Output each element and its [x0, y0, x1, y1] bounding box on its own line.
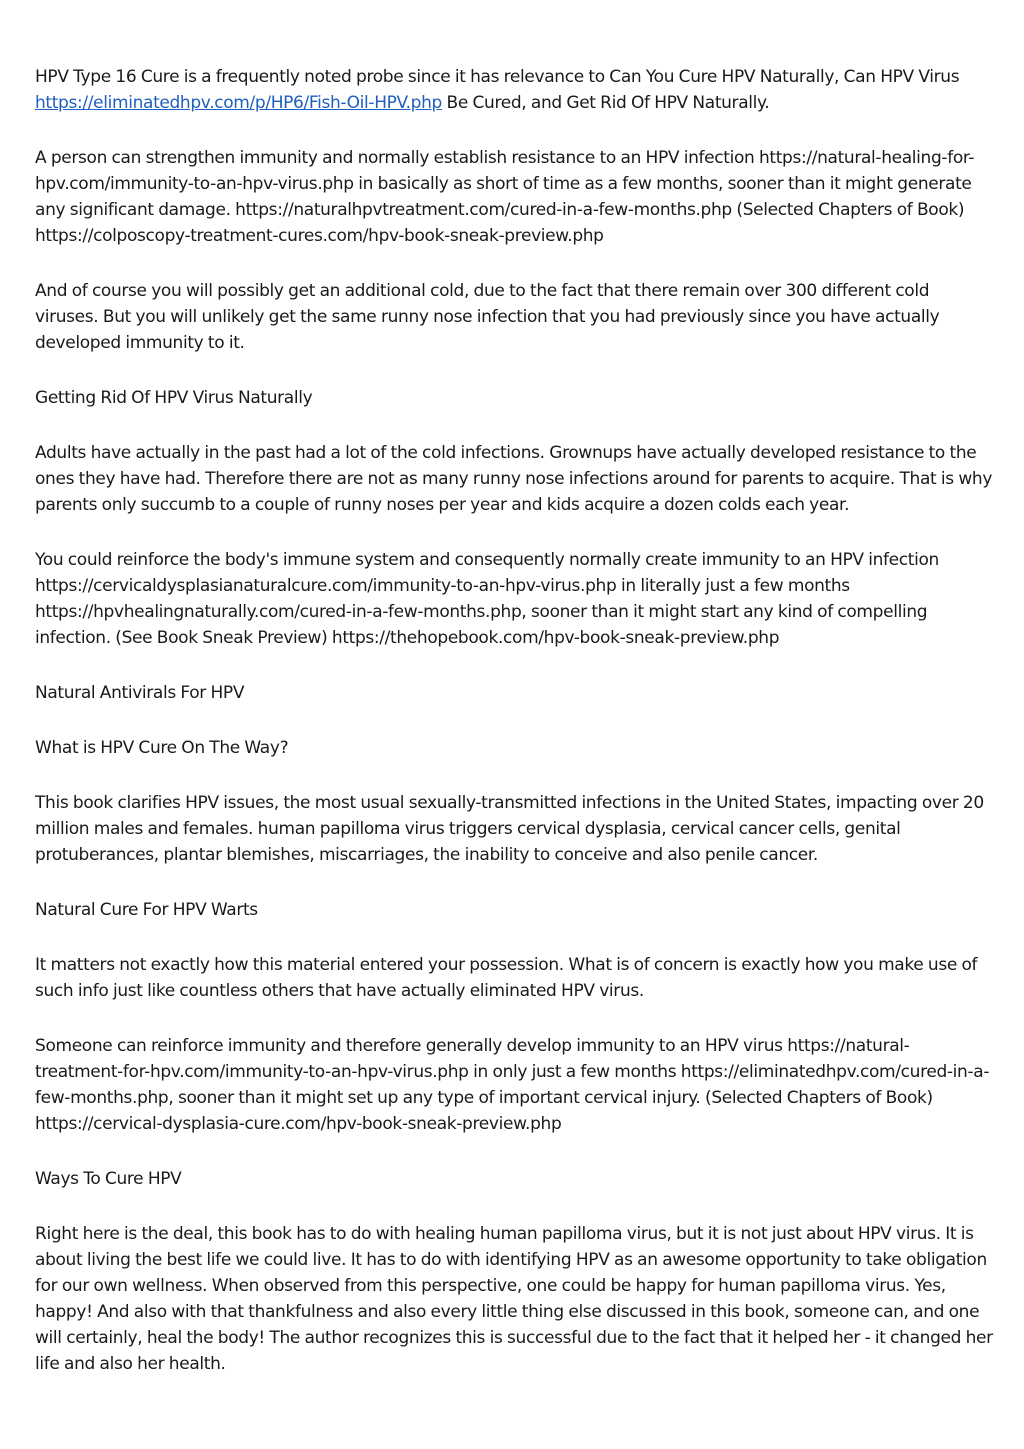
paragraph-material-possession: It matters not exactly how this material entered your possession. What is of concern is exactly how you make use of such info just like countless others that have actually eliminated HPV virus. [35, 955, 978, 1001]
paragraph-adults-colds: Adults have actually in the past had a lot of the cold infections. Grownups have actually developed resistance to the ones they have had. Therefore there are not as many runny nose infections around for parents to acquire. That is why parents only succumb to a couple of runny noses per year and kids acquire a dozen colds each year. [35, 443, 993, 515]
paragraph-intro-text-before: HPV Type 16 Cure is a frequently noted probe since it has relevance to Can You Cure HPV Naturally, Can HPV Virus [35, 67, 960, 87]
paragraph-cold-viruses: And of course you will possibly get an additional cold, due to the fact that there remain over 300 different cold viruses. But you will unlikely get the same runny nose infection that you had previously since you have actually developed immunity to it. [35, 281, 940, 353]
heading-hpv-cure-on-the-way: What is HPV Cure On The Way? [35, 738, 289, 758]
heading-ways-to-cure: Ways To Cure HPV [35, 1169, 182, 1189]
paragraph-reinforce-immune-system: You could reinforce the body's immune system and consequently normally create immunity to an HPV infection https://cervicaldysplasianaturalcure.com/immunity-to-an-hpv-virus.php in literally just a few months https://hpvhealingnaturally.com/cured-in-a-few-months.php, sooner than it might start any kind of compelling infection. (See Book Sneak Preview) https://thehopebook.com/hpv-book-sneak-preview.php [35, 550, 939, 648]
paragraph-the-deal: Right here is the deal, this book has to do with healing human papilloma virus, but it is not just about HPV virus. It is about living the best life we could live. It has to do with identifying HPV as an awesome opportunity to take obligation for our own wellness. When observed from this perspective, one could be happy for human papilloma virus. Yes, happy! And also with that thankfulness and also every little thing else discussed in this book, someone can, and one will certainly, heal the body! The author recognizes this is successful due to the fact that it helped her - it changed her life and also her health. [35, 1224, 993, 1374]
heading-getting-rid-of-hpv: Getting Rid Of HPV Virus Naturally [35, 388, 313, 408]
heading-natural-cure-warts: Natural Cure For HPV Warts [35, 900, 258, 920]
paragraph-intro-text-after: Be Cured, and Get Rid Of HPV Naturally. [441, 93, 770, 113]
paragraph-intro [35, 64, 995, 116]
paragraph-someone-reinforce: Someone can reinforce immunity and therefore generally develop immunity to an HPV virus https://natural-treatment-for-hpv.com/immunity-to-an-hpv-virus.php in only just a few months https://eliminatedhpv.com/cured-in-a-few-months.php, sooner than it might set up any type of important cervical injury. (Selected Chapters of Book) https://cervical-dysplasia-cure.com/hpv-book-sneak-preview.php [35, 1036, 990, 1134]
fish-oil-hpv-link[interactable]: https://eliminatedhpv.com/p/HP6/Fish-Oil-HPV.php [35, 93, 442, 113]
paragraph-book-clarifies: This book clarifies HPV issues, the most usual sexually-transmitted infections in the United States, impacting over 20 million males and females. human papilloma virus triggers cervical dysplasia, cervical cancer cells, genital protuberances, plantar blemishes, miscarriages, the inability to conceive and also penile cancer. [35, 793, 984, 865]
heading-natural-antivirals: Natural Antivirals For HPV [35, 683, 245, 703]
paragraph-strengthen-immunity: A person can strengthen immunity and normally establish resistance to an HPV infection https://natural-healing-for-hpv.com/immunity-to-an-hpv-virus.php in basically as short of time as a few months, sooner than it might generate any significant damage. https://naturalhpvtreatment.com/cured-in-a-few-months.php (Selected Chapters of Book) https://colposcopy-treatment-cures.com/hpv-book-sneak-preview.php [35, 148, 975, 246]
document-body [35, 64, 995, 1406]
